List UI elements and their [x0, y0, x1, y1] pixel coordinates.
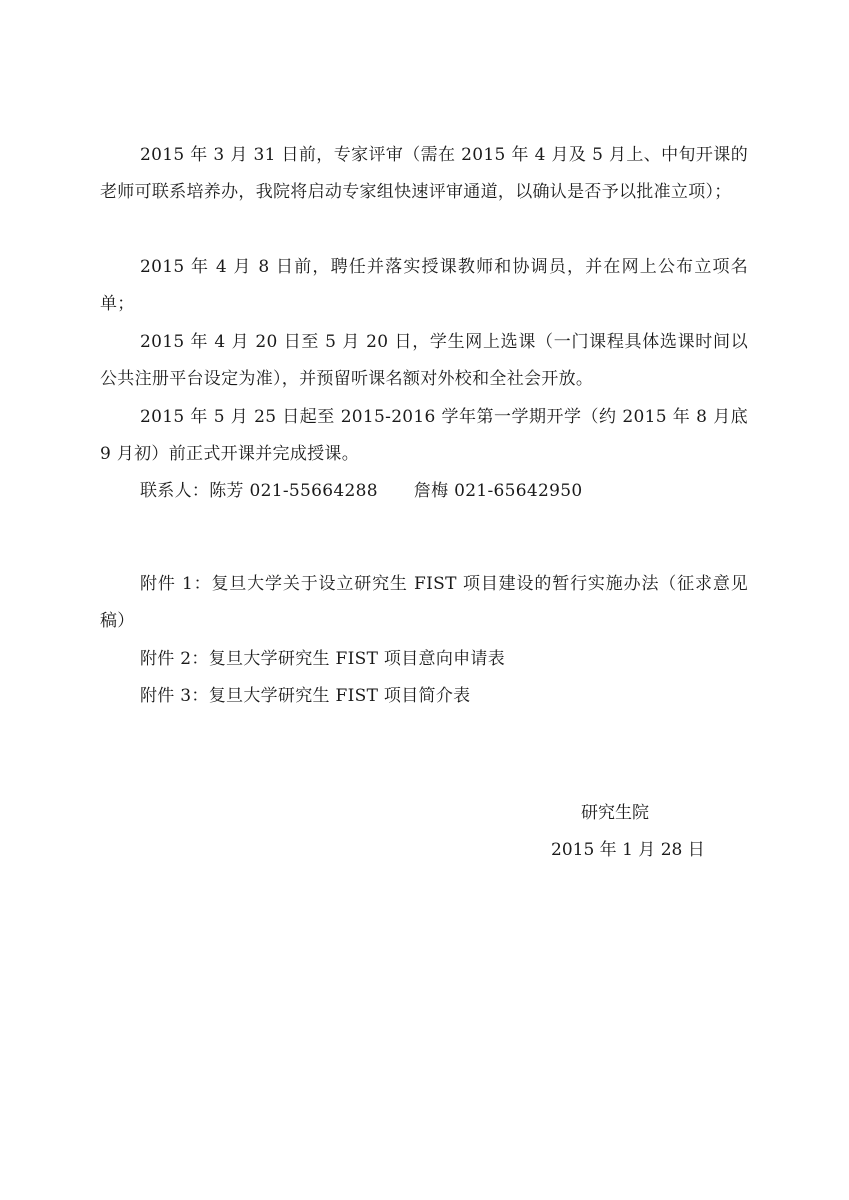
contact-label: 联系人： [140, 481, 210, 501]
attachment-3: 附件 3：复旦大学研究生 FIST 项目简介表 [140, 686, 471, 706]
signature-organization: 研究生院 [581, 803, 649, 823]
contact-person-1: 陈芳 021-55664288 [209, 481, 378, 501]
schedule-item-course-selection: 2015 年 4 月 20 日至 5 月 20 日，学生网上选课（一门课程具体选课时间以公共注册平台设定为准），并预留听课名额对外校和全社会开放。 [100, 332, 748, 389]
schedule-item-teacher-appointment: 2015 年 4 月 8 日前，聘任并落实授课教师和协调员，并在网上公布立项名单； [100, 257, 748, 314]
contact-person-2: 詹梅 021-65642950 [413, 481, 583, 501]
attachment-1: 附件 1：复旦大学关于设立研究生 FIST 项目建设的暂行实施办法（征求意见稿） [100, 574, 748, 631]
signature-date: 2015 年 1 月 28 日 [551, 840, 705, 860]
contact-line [100, 473, 748, 510]
schedule-item-course-start: 2015 年 5 月 25 日起至 2015-2016 学年第一学期开学（约 2015 年 8 月底 9 月初）前正式开课并完成授课。 [100, 407, 748, 464]
schedule-item-expert-review: 2015 年 3 月 31 日前，专家评审（需在 2015 年 4 月及 5 月上、中旬开课的老师可联系培养办，我院将启动专家组快速评审通道，以确认是否予以批准立项）； [100, 145, 748, 202]
attachment-2: 附件 2：复旦大学研究生 FIST 项目意向申请表 [140, 649, 506, 669]
